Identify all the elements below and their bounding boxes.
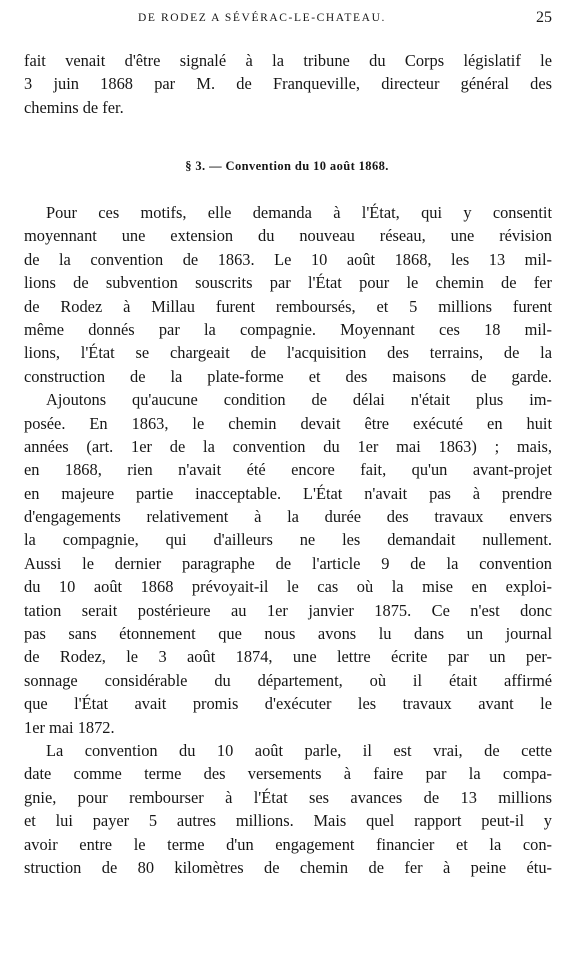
text-line: pas sans étonnement que nous avons lu dans un journal <box>24 624 552 644</box>
text-line: struction de 80 kilomètres de chemin de fer à peine étu- <box>24 857 552 877</box>
text-line: de la convention de 1863. Le 10 août 1868, les 13 mil- <box>24 249 552 269</box>
text-line: lions de subvention souscrits par l'État pour le chemin de fer <box>24 273 552 293</box>
text-line: de Rodez, le 3 août 1874, une lettre écrite par un per- <box>24 647 552 667</box>
text-line: 3 juin 1868 par M. de Franqueville, directeur général des <box>24 74 552 94</box>
text-line: fait venait d'être signalé à la tribune du Corps législatif le <box>24 51 552 70</box>
paragraph-1 <box>24 201 552 388</box>
paragraph-2 <box>24 388 552 739</box>
text-line: en majeure partie inacceptable. L'État n'avait pas à prendre <box>24 483 552 503</box>
text-line: de Rodez à Millau furent remboursés, et 5 millions furent <box>24 296 552 316</box>
text-line: Pour ces motifs, elle demanda à l'État, qui y consentit <box>46 203 552 222</box>
text-line: Ajoutons qu'aucune condition de délai n'était plus im- <box>46 390 552 410</box>
running-title: DE RODEZ A SÉVÉRAC-LE-CHATEAU. <box>138 12 386 24</box>
text-line: d'engagements relativement à la durée des travaux envers <box>24 507 552 527</box>
section-heading: § 3. — Convention du 10 août 1868. <box>185 159 389 173</box>
text-line: années (art. 1er de la convention du 1er mai 1863) ; mais, <box>24 436 552 456</box>
intro-paragraph <box>24 49 552 119</box>
text-line: gnie, pour rembourser à l'État ses avances de 13 millions <box>24 787 552 807</box>
text-line: moyennant une extension du nouveau réseau, une révision <box>24 226 552 246</box>
text-line: La convention du 10 août parle, il est vrai, de cette <box>46 740 552 760</box>
running-head <box>0 9 574 32</box>
text-line: même donnés par la compagnie. Moyennant ces 18 mil- <box>24 319 552 339</box>
paragraph-3 <box>24 739 552 879</box>
text-line: posée. En 1863, le chemin devait être exécuté en huit <box>24 413 552 433</box>
text-line: sonnage considérable du département, où il était affirmé <box>24 670 552 690</box>
text-line: et lui payer 5 autres millions. Mais quel rapport peut-il y <box>24 811 552 831</box>
text-line: que l'État avait promis d'exécuter les travaux avant le <box>24 694 552 714</box>
page-number: 25 <box>536 9 552 26</box>
text-line: la compagnie, qui d'ailleurs ne les demandait nullement. <box>24 530 552 550</box>
text-line: Aussi le dernier paragraphe de l'article 9 de la convention <box>24 553 552 573</box>
text-line: en 1868, rien n'avait été encore fait, qu'un avant-projet <box>24 460 552 480</box>
text-line: du 10 août 1868 prévoyait-il le cas où la mise en exploi- <box>24 577 552 597</box>
body-text <box>24 201 552 879</box>
text-line: 1er mai 1872. <box>24 717 115 737</box>
text-line: date comme terme des versements à faire par la compa- <box>24 764 552 784</box>
text-line: lions, l'État se chargeait de l'acquisition des terrains, de la <box>24 343 552 363</box>
text-line: construction de la plate-forme et des maisons de garde. <box>24 366 552 386</box>
text-line: chemins de fer. <box>24 97 124 117</box>
text-line: tation serait postérieure au 1er janvier 1875. Ce n'est donc <box>24 600 552 620</box>
text-line: avoir entre le terme d'un engagement financier et la con- <box>24 834 552 854</box>
